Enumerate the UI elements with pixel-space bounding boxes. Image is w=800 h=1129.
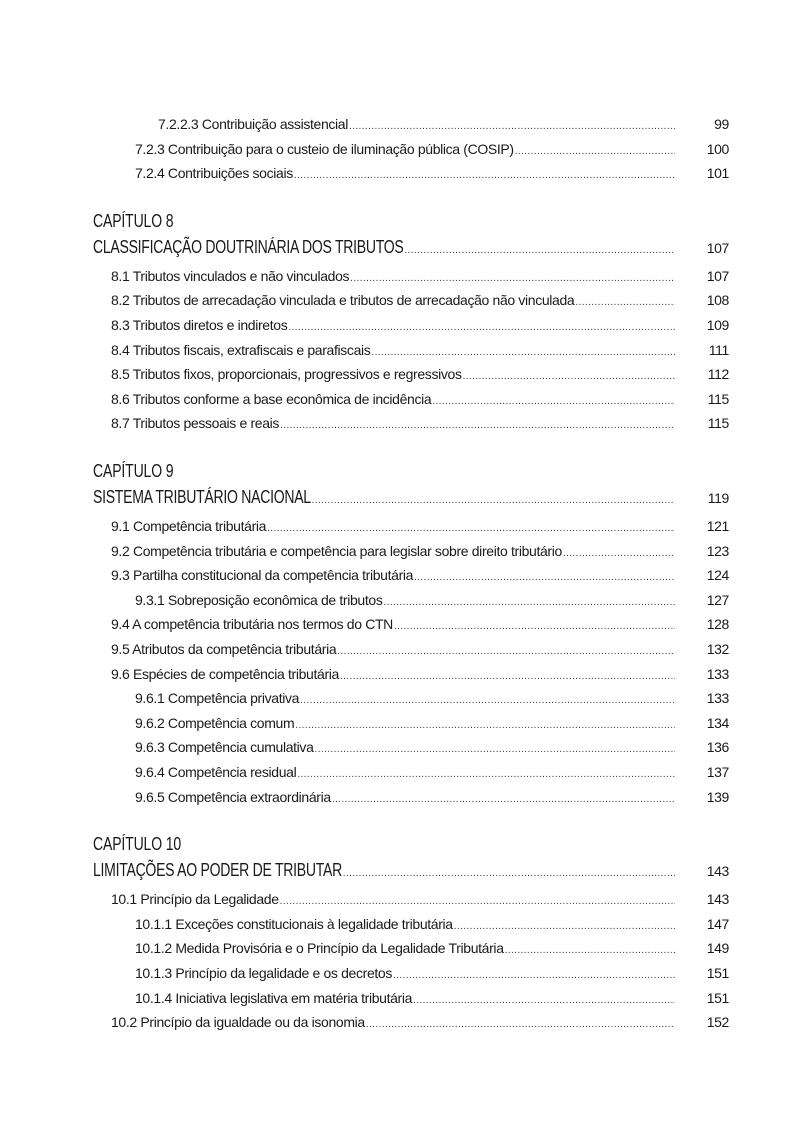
page-number: 112	[707, 366, 729, 383]
entry-title: 9.5 Atributos da competência tributária	[111, 641, 337, 657]
dot-leader	[463, 367, 675, 387]
page-number: 137	[706, 764, 729, 780]
toc-entry[interactable]	[0, 163, 800, 187]
dot-leader	[350, 269, 675, 289]
entry-title: 10.1.3 Princípio da legalidade e os decretos	[135, 965, 393, 981]
toc-entry[interactable]	[0, 688, 800, 712]
chapter-entry[interactable]	[0, 486, 800, 510]
dot-leader	[294, 166, 675, 186]
page-number: 119	[707, 490, 729, 506]
toc-entry[interactable]	[0, 315, 800, 339]
toc-entry[interactable]	[0, 139, 800, 163]
dot-leader	[280, 416, 675, 436]
dot-leader	[340, 667, 675, 687]
entry-title: 8.5 Tributos fixos, proporcionais, progressivos e regressivos	[111, 366, 462, 383]
dot-leader	[312, 490, 675, 512]
entry-title: 9.6.4 Competência residual	[135, 764, 297, 780]
dot-leader	[393, 966, 675, 986]
toc-entry[interactable]	[0, 565, 800, 589]
page-number: 133	[706, 690, 729, 707]
dot-leader	[413, 991, 675, 1011]
entry-title: 7.2.3 Contribuição para o custeio de iluminação pública (COSIP)	[135, 140, 514, 157]
page-number: 128	[706, 616, 729, 633]
entry-title: 10.2 Princípio da igualdade ou da isonomia	[111, 1014, 365, 1031]
chapter-entry[interactable]	[0, 859, 800, 883]
dot-leader	[394, 617, 675, 637]
entry-title: 8.3 Tributos diretos e indiretos	[111, 317, 288, 333]
dot-leader	[563, 544, 675, 564]
dot-leader	[337, 642, 675, 662]
toc-entry[interactable]	[0, 516, 800, 540]
dot-leader	[432, 392, 675, 412]
toc-entry[interactable]	[0, 114, 800, 138]
chapter-label: CAPÍTULO 8	[93, 210, 174, 231]
entry-title: 8.1 Tributos vinculados e não vinculados	[111, 267, 350, 284]
entry-title: 10.1.1 Exceções constitucionais à legalidade tributária	[135, 915, 453, 932]
toc-entry[interactable]	[0, 762, 800, 786]
dot-leader	[515, 142, 675, 162]
dot-leader	[297, 765, 675, 785]
entry-title: 8.4 Tributos fiscais, extrafiscais e parafiscais	[111, 341, 371, 358]
page-number: 151	[706, 989, 729, 1006]
toc-entry[interactable]	[0, 413, 800, 437]
chapter-label: CAPÍTULO 9	[93, 461, 174, 481]
toc-entry[interactable]	[0, 340, 800, 364]
toc-entry[interactable]	[0, 364, 800, 388]
page-number: 100	[706, 140, 729, 157]
toc-entry[interactable]	[0, 938, 800, 962]
dot-leader	[315, 740, 675, 760]
page-number: 115	[707, 415, 729, 432]
page-number: 139	[706, 788, 729, 805]
page-number: 123	[706, 542, 729, 559]
page-number: 134	[706, 714, 729, 731]
dot-leader	[280, 892, 675, 912]
entry-title: 8.2 Tributos de arrecadação vinculada e tributos de arrecadação não vinculada	[111, 292, 575, 309]
toc-entry[interactable]	[0, 266, 800, 290]
toc-entry[interactable]	[0, 963, 800, 987]
page-number: 108	[706, 292, 729, 309]
page-number: 143	[706, 863, 729, 880]
entry-title: 9.6 Espécies de competência tributária	[111, 665, 339, 682]
dot-leader	[349, 117, 675, 137]
chapter-entry[interactable]	[0, 236, 800, 260]
page-number: 143	[706, 891, 729, 908]
toc-entry[interactable]	[0, 787, 800, 811]
entry-title: 10.1 Princípio da Legalidade	[111, 891, 279, 908]
toc-entry[interactable]	[0, 914, 800, 938]
page-number: 115	[707, 390, 729, 407]
toc-entry[interactable]	[0, 389, 800, 413]
page-number: 107	[706, 239, 729, 256]
page-number: 149	[706, 940, 729, 957]
dot-leader	[288, 318, 675, 338]
page-number: 127	[706, 591, 729, 608]
entry-title: 9.3.1 Sobreposição econômica de tributos	[135, 591, 383, 608]
dot-leader	[454, 917, 675, 937]
entry-title: 7.2.4 Contribuições sociais	[135, 165, 293, 182]
chapter-title: LIMITAÇÕES AO PODER DE TRIBUTAR	[93, 860, 342, 881]
entry-title: 9.6.1 Competência privativa	[135, 690, 300, 707]
dot-leader	[267, 519, 675, 539]
toc-entry[interactable]	[0, 541, 800, 565]
chapter-title: SISTEMA TRIBUTÁRIO NACIONAL	[93, 487, 311, 507]
dot-leader	[384, 593, 676, 613]
toc-entry[interactable]	[0, 889, 800, 913]
dot-leader	[575, 293, 675, 313]
entry-title: 8.7 Tributos pessoais e reais	[111, 415, 280, 432]
dot-leader	[366, 1015, 675, 1035]
dot-leader	[414, 568, 675, 588]
page-number: 133	[706, 665, 729, 682]
entry-title: 8.6 Tributos conforme a base econômica de incidência	[111, 390, 432, 407]
page-number: 147	[706, 915, 729, 932]
toc-entry[interactable]	[0, 664, 800, 688]
toc-entry[interactable]	[0, 290, 800, 314]
entry-title: 9.6.5 Competência extraordinária	[135, 788, 331, 805]
entry-title: 9.1 Competência tributária	[111, 518, 267, 534]
entry-title: 10.1.4 Iniciativa legislativa em matéria tributária	[135, 989, 413, 1006]
dot-leader	[505, 941, 675, 961]
entry-title: 9.6.2 Competência comum	[135, 714, 295, 731]
page-number: 107	[706, 267, 729, 284]
page-number: 151	[706, 965, 729, 981]
page-number: 124	[706, 567, 729, 584]
entry-title: 9.3 Partilha constitucional da competência tributária	[111, 567, 414, 584]
dot-leader	[332, 790, 675, 810]
entry-title: 9.4 A competência tributária nos termos do CTN	[111, 616, 393, 633]
page-number: 136	[706, 739, 729, 756]
page-number: 101	[706, 165, 729, 182]
dot-leader	[371, 343, 675, 363]
toc-entry[interactable]	[0, 1012, 800, 1036]
chapter-label: CAPÍTULO 10	[93, 834, 182, 855]
page-number: 109	[706, 317, 729, 333]
page-number: 99	[714, 116, 729, 132]
chapter-title: CLASSIFICAÇÃO DOUTRINÁRIA DOS TRIBUTOS	[93, 236, 404, 257]
dot-leader	[404, 240, 675, 262]
toc-entry[interactable]	[0, 713, 800, 737]
toc-entry[interactable]	[0, 737, 800, 761]
toc-entry[interactable]	[0, 590, 800, 614]
page-number: 111	[708, 341, 729, 358]
dot-leader	[295, 716, 675, 736]
page-number: 152	[706, 1014, 729, 1031]
dot-leader	[300, 691, 675, 711]
entry-title: 9.2 Competência tributária e competência para legislar sobre direito tributário	[111, 542, 562, 559]
dot-leader	[343, 863, 675, 885]
toc-entry[interactable]	[0, 639, 800, 663]
toc-entry[interactable]	[0, 988, 800, 1012]
entry-title: 9.6.3 Competência cumulativa	[135, 739, 314, 756]
toc-entry[interactable]	[0, 614, 800, 638]
page-number: 121	[706, 518, 729, 534]
page-number: 132	[706, 641, 729, 657]
entry-title: 7.2.2.3 Contribuição assistencial	[158, 116, 349, 132]
entry-title: 10.1.2 Medida Provisória e o Princípio da Legalidade Tributária	[135, 940, 504, 957]
